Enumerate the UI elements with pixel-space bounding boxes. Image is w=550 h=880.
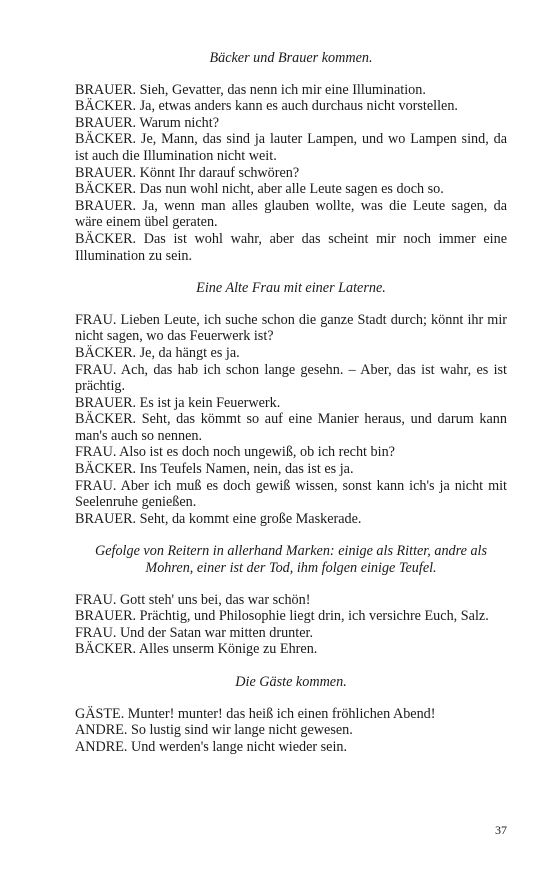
dialogue-line: BÄCKER. Das nun wohl nicht, aber alle Leute sagen es doch so. — [75, 181, 444, 198]
dialogue-line: BÄCKER. Ja, etwas anders kann es auch durchaus nicht vorstellen. — [75, 98, 458, 115]
dialogue-block — [75, 82, 507, 265]
dialogue-line: BÄCKER. Seht, das kömmt so auf eine Manier heraus, und darum kann man's auch so nennen. — [75, 411, 507, 444]
dialogue-line: BÄCKER. Je, Mann, das sind ja lauter Lampen, und wo Lampen sind, da ist auch die Illumination nicht weit. — [75, 131, 507, 164]
dialogue-line: BRAUER. Es ist ja kein Feuerwerk. — [75, 394, 281, 411]
dialogue-block — [75, 312, 507, 528]
dialogue-line: GÄSTE. Munter! munter! das heiß ich einen fröhlichen Abend! — [75, 705, 436, 722]
stage-direction: Bäcker und Brauer kommen. — [209, 50, 373, 66]
stage-direction: Eine Alte Frau mit einer Laterne. — [196, 280, 386, 297]
dialogue-line: FRAU. Also ist es doch noch ungewiß, ob ich recht bin? — [75, 444, 395, 461]
dialogue-block — [75, 706, 507, 756]
dialogue-line: BRAUER. Ja, wenn man alles glauben wollte, was die Leute sagen, da wäre einem übel geraten. — [75, 197, 507, 231]
dialogue-line: FRAU. Lieben Leute, ich suche schon die ganze Stadt durch; könnt ihr mir nicht sagen, wo das Feuerwerk ist? — [75, 311, 507, 345]
dialogue-line: BRAUER. Prächtig, und Philosophie liegt drin, ich versichre Euch, Salz. — [75, 608, 489, 625]
dialogue-line: FRAU. Aber ich muß es doch gewiß wissen, sonst kann ich's ja nicht mit Seelenruhe genießen. — [75, 477, 507, 511]
dialogue-line: ANDRE. Und werden's lange nicht wieder sein. — [75, 738, 348, 755]
dialogue-line: ANDRE. So lustig sind wir lange nicht gewesen. — [75, 722, 353, 739]
dialogue-line: FRAU. Und der Satan war mitten drunter. — [75, 624, 313, 641]
dialogue-line: BRAUER. Könnt Ihr darauf schwören? — [75, 164, 300, 181]
dialogue-line: FRAU. Gott steh' uns bei, das war schön! — [75, 591, 311, 608]
dialogue-line: BRAUER. Warum nicht? — [75, 114, 220, 131]
stage-direction: Gefolge von Reitern in allerhand Marken: einige als Ritter, andre als Mohren, einer ist der Tod, ihm folgen einige Teufel. — [94, 543, 488, 577]
page-number: 37 — [495, 823, 507, 837]
stage-direction: Die Gäste kommen. — [235, 674, 347, 690]
dialogue-line: BÄCKER. Ins Teufels Namen, nein, das ist es ja. — [75, 461, 354, 478]
dialogue-line: BÄCKER. Je, da hängt es ja. — [75, 344, 240, 361]
page-body — [75, 50, 507, 771]
dialogue-line: BÄCKER. Alles unserm Könige zu Ehren. — [75, 641, 318, 658]
dialogue-line: FRAU. Ach, das hab ich schon lange gesehn. – Aber, das ist wahr, es ist prächtig. — [75, 361, 507, 395]
dialogue-block — [75, 592, 507, 658]
dialogue-line: BRAUER. Sieh, Gevatter, das nenn ich mir eine Illumination. — [75, 81, 426, 98]
dialogue-line: BÄCKER. Das ist wohl wahr, aber das scheint mir noch immer eine Illumination zu sein. — [75, 230, 507, 264]
dialogue-line: BRAUER. Seht, da kommt eine große Maskerade. — [75, 510, 362, 527]
